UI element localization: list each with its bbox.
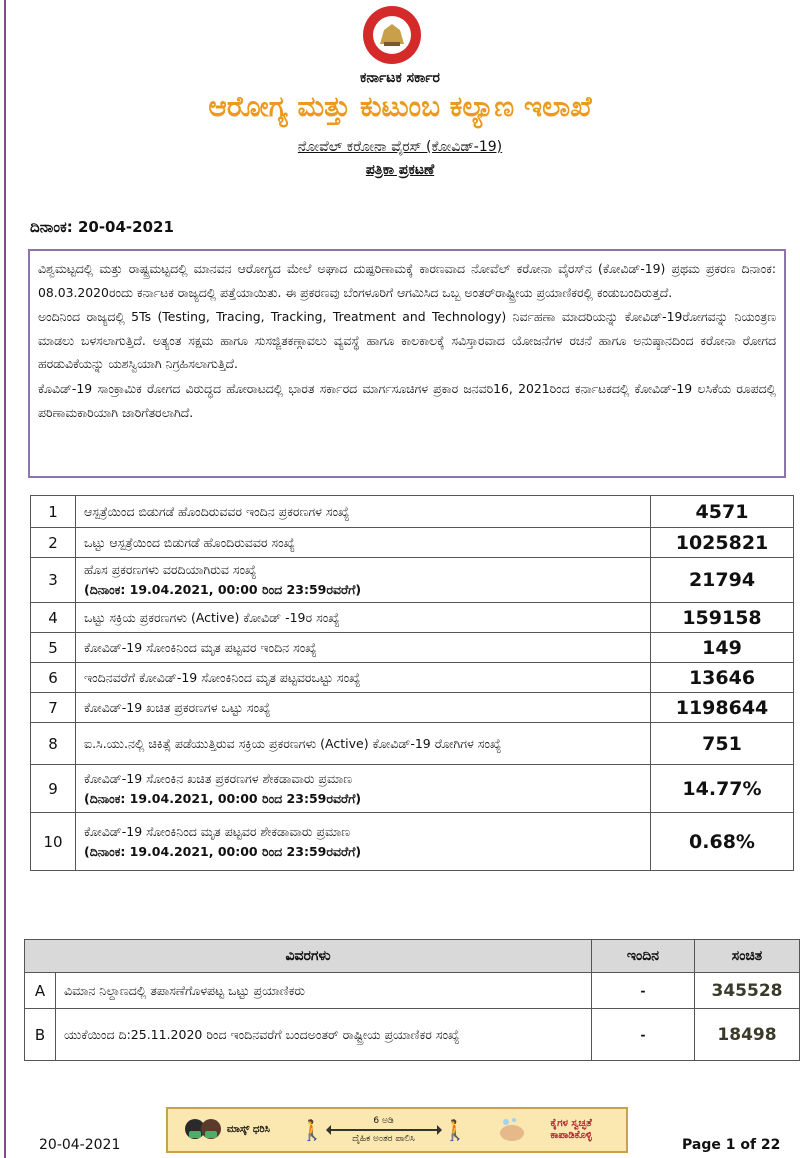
stats-row (31, 633, 794, 663)
stats-row-description (76, 528, 651, 558)
travel-row-cumulative: 345528 (695, 973, 800, 1009)
stats-row-description (76, 633, 651, 663)
masked-faces-icon (183, 1115, 223, 1145)
mask-segment (183, 1115, 270, 1145)
travel-stats-table (24, 939, 800, 1061)
travel-row-cumulative: 18498 (695, 1009, 800, 1061)
covid-subtitle: ನೋವೆಲ್ ಕರೋನಾ ವೈರಸ್ (ಕೋವಿಡ್-19) (297, 139, 503, 155)
hygiene-segment (497, 1115, 611, 1145)
department-title: ಆರೋಗ್ಯ ಮತ್ತು ಕುಟುಂಬ ಕಲ್ಯಾಣ ಇಲಾಖೆ (208, 90, 592, 123)
distance-segment (300, 1116, 468, 1144)
stats-row-description (76, 663, 651, 693)
stats-row (31, 765, 794, 813)
stats-row-number: 9 (31, 765, 76, 813)
stats-row-value: 159158 (651, 603, 794, 633)
government-label: ಕರ್ನಾಟಕ ಸರ್ಕಾರ (360, 70, 440, 86)
travel-header-row (25, 940, 800, 973)
stats-row-label: ಒಟ್ಟು ಸಕ್ರಿಯ ಪ್ರಕರಣಗಳು (Active) ಕೋವಿಡ್ -19ರ ಸಂಖ್ಯೆ (84, 609, 340, 625)
travel-row-today: - (592, 973, 695, 1009)
travel-row-today: - (592, 1009, 695, 1061)
distance-top-text: 6 ಅಡಿ (373, 1116, 394, 1126)
stats-row (31, 813, 794, 871)
stats-row (31, 663, 794, 693)
travel-row-description: ಯುಕೆಯಿಂದ ದಿ:25.11.2020 ರಿಂದ ಇಂದಿನವರೆಗೆ ಬಂದಅಂತರ್ ರಾಷ್ಟ್ರೀಯ ಪ್ರಯಾಣಿಕರ ಸಂಖ್ಯೆ (56, 1009, 592, 1061)
stats-row-date-note: (ದಿನಾಂಕ: 19.04.2021, 00:00 ರಿಂದ 23:59ರವರೆಗೆ) (84, 843, 362, 859)
person-right-icon: 🚶 (442, 1118, 468, 1142)
stats-row-value: 14.77% (651, 765, 794, 813)
stats-row-label: ಕೋವಿಡ್-19 ಸೋಂಕಿನಿಂದ ಮೃತ ಪಟ್ಟವರ ಇಂದಿನ ಸಂಖ್ಯೆ (84, 639, 317, 655)
stats-row-value: 21794 (651, 558, 794, 603)
stats-row-number: 3 (31, 558, 76, 603)
release-date: ದಿನಾಂಕ: 20-04-2021 (30, 218, 174, 236)
stats-row (31, 558, 794, 603)
stats-row-value: 4571 (651, 496, 794, 528)
footer-date: 20-04-2021 (39, 1137, 121, 1153)
stats-row-description (76, 765, 651, 813)
travel-row-letter: B (25, 1009, 56, 1061)
stats-row-value: 1198644 (651, 693, 794, 723)
distance-arrow-icon (329, 1129, 439, 1131)
stats-row-date-note: (ದಿನಾಂಕ: 19.04.2021, 00:00 ರಿಂದ 23:59ರವರೆಗೆ) (84, 582, 362, 597)
stats-row-label: ಐ.ಸಿ.ಯು.ನಲ್ಲಿ ಚಿಕಿತ್ಸೆ ಪಡೆಯುತ್ತಿರುವ ಸಕ್ರಿಯ ಪ್ರಕರಣಗಳು (Active) ಕೋವಿಡ್-19 ರೋಗಿಗಳ ಸಂಖ್ಯೆ (84, 735, 502, 751)
person-left-icon: 🚶 (299, 1118, 325, 1142)
header-today: ಇಂದಿನ (592, 940, 695, 973)
stats-row-label: ಕೋವಿಡ್-19 ಸೋಂಕಿನ ಖಚಿತ ಪ್ರಕರಣಗಳ ಶೇಕಡಾವಾರು ಪ್ರಮಾಣ (84, 770, 353, 786)
stats-row-number: 6 (31, 663, 76, 693)
stats-row-description (76, 603, 651, 633)
stats-row-description (76, 813, 651, 871)
stats-row (31, 496, 794, 528)
stats-row-number: 2 (31, 528, 76, 558)
intro-paragraph-2: ಅಂದಿನಿಂದ ರಾಜ್ಯದಲ್ಲಿ 5Ts (Testing, Tracing, Tracking, Treatment and Technology) ನಿರ್ವಹಣಾ ಮಾದರಿಯನ್ನು ಕೋವಿಡ್-19ರೋಗವನ್ನು ನಿಯಂತ್ರಣ ಮಾಡಲು ಬಳಸಲಾಗುತ್ತಿದೆ. ಅತ್ಯಂತ ಸಕ್ಷಮ ಹಾಗೂ ಸುಸಜ್ಜಿತಕಣ್ಗಾವಲು ವ್ಯವಸ್ಥೆ ಹಾಗೂ ಕಾಲಕಾಲಕ್ಕೆ ಸವಿಸ್ತಾರವಾದ ಯೋಜನೆಗಳ ರಚನೆ ಹಾಗೂ ಅನುಷ್ಠಾನದಿಂದ ಕರೋನಾ ರೋಗದ ಹರಡುವಿಕೆಯನ್ನು ಯಶಸ್ವಿಯಾಗಿ ನಿಗ್ರಹಿಸಲಾಗುತ್ತಿದೆ. (38, 309, 776, 372)
travel-row-letter: A (25, 973, 56, 1009)
emblem-base (384, 42, 400, 46)
intro-paragraph-3: ಕೊವಿಡ್-19 ಸಾಂಕ್ರಾಮಿಕ ರೋಗದ ವಿರುದ್ಧದ ಹೋರಾಟದಲ್ಲಿ ಭಾರತ ಸರ್ಕಾರದ ಮಾರ್ಗಸೂಚಿಗಳ ಪ್ರಕಾರ ಜನವರಿ16, 2021ರಿಂದ ಕರ್ನಾಟಕದಲ್ಲಿ ಕೋವಿಡ್-19 ಲಸಿಕೆಯ ರೂಪದಲ್ಲಿ ಪರಿಣಾಮಕಾರಿಯಾಗಿ ಜಾರಿಗೆತರಲಾಗಿದೆ. (38, 380, 776, 420)
stats-row-value: 1025821 (651, 528, 794, 558)
stats-row-description (76, 723, 651, 765)
stats-row (31, 603, 794, 633)
stats-row (31, 528, 794, 558)
stats-row-label: ಹೊಸ ಪ್ರಕರಣಗಳು ವರದಿಯಾಗಿರುವ ಸಂಖ್ಯೆ (84, 562, 257, 577)
stats-row-number: 4 (31, 603, 76, 633)
stats-row (31, 693, 794, 723)
travel-row (25, 1009, 800, 1061)
intro-box (28, 249, 786, 478)
stats-row-description (76, 558, 651, 603)
stats-row-label: ಆಸ್ಪತ್ರೆಯಿಂದ ಬಿಡುಗಡೆ ಹೊಂದಿರುವವರ ಇಂದಿನ ಪ್ರಕರಣಗಳ ಸಂಖ್ಯೆ (84, 503, 350, 519)
stats-row-number: 7 (31, 693, 76, 723)
hygiene-text: ಕೈಗಳ ಸ್ವಚ್ಛತೆ ಕಾಪಾಡಿಕೊಳ್ಳಿ (550, 1118, 592, 1141)
stats-row-description (76, 693, 651, 723)
stats-row-number: 1 (31, 496, 76, 528)
mask-text: ಮಾಸ್ಕ್ ಧರಿಸಿ (226, 1124, 270, 1135)
stats-row-value: 0.68% (651, 813, 794, 871)
karnataka-emblem (348, 4, 436, 66)
stats-row-description (76, 496, 651, 528)
footer-page-number: Page 1 of 22 (682, 1137, 781, 1153)
intro-paragraph-1: ವಿಶ್ವಮಟ್ಟದಲ್ಲಿ ಮತ್ತು ರಾಷ್ಟ್ರಮಟ್ಟದಲ್ಲಿ ಮಾನವನ ಆರೋಗ್ಯದ ಮೇಲೆ ಅಘಾದ ದುಷ್ಪರಿಣಾಮಕ್ಕೆ ಕಾರಣವಾದ ನೋವೆಲ್ ಕರೋನಾ ವೈರಸ್‌ನ (ಕೋವಿಡ್-19) ಪ್ರಥಮ ಪ್ರಕರಣ ದಿನಾಂಕ: 08.03.2020ರಂದು ಕರ್ನಾಟಕ ರಾಜ್ಯದಲ್ಲಿ ಪತ್ತೆಯಾಯಿತು. ಈ ಪ್ರಕರಣವು ಬೆಂಗಳೂರಿಗೆ ಆಗಮಿಸಿದ ಒಬ್ಬ ಅಂತರ್‌ರಾಷ್ಟ್ರೀಯ ಪ್ರಯಾಣಿಕರಲ್ಲಿ ಕಂಡುಬಂದಿರುತ್ತದೆ. (38, 261, 776, 300)
handwash-icon (497, 1115, 527, 1145)
header-cumulative: ಸಂಚಿತ (695, 940, 800, 973)
stats-row-number: 10 (31, 813, 76, 871)
stats-row-label: ಒಟ್ಟು ಆಸ್ಪತ್ರೆಯಿಂದ ಬಿಡುಗಡೆ ಹೊಂದಿರುವವರ ಸಂಖ್ಯೆ (84, 534, 295, 550)
distance-bottom-text: ದೈಹಿಕ ಅಂತರ ಪಾಲಿಸಿ (352, 1134, 415, 1144)
stats-row-label: ಇಂದಿನವರೆಗೆ ಕೋವಿಡ್-19 ಸೋಂಕಿನಿಂದ ಮೃತ ಪಟ್ಟವರಒಟ್ಟು ಸಂಖ್ಯೆ (84, 669, 361, 685)
stats-row-number: 8 (31, 723, 76, 765)
stats-row-date-note: (ದಿನಾಂಕ: 19.04.2021, 00:00 ರಿಂದ 23:59ರವರೆಗೆ) (84, 790, 362, 806)
stats-row-number: 5 (31, 633, 76, 663)
covid-safety-banner (166, 1107, 628, 1153)
travel-row-description: ವಿಮಾನ ನಿಲ್ದಾಣದಲ್ಲಿ ತಪಾಸಣೆಗೊಳಪಟ್ಟ ಒಟ್ಟು ಪ್ರಯಾಣಿಕರು (56, 973, 592, 1009)
press-release-title: ಪತ್ರಿಕಾ ಪ್ರಕಟಣೆ (365, 162, 435, 178)
stats-row-value: 149 (651, 633, 794, 663)
stats-row-value: 751 (651, 723, 794, 765)
stats-row (31, 723, 794, 765)
stats-row-value: 13646 (651, 663, 794, 693)
stats-row-label: ಕೋವಿಡ್-19 ಖಚಿತ ಪ್ರಕರಣಗಳ ಒಟ್ಟು ಸಂಖ್ಯೆ (84, 699, 271, 715)
stats-row-label: ಕೋವಿಡ್-19 ಸೋಂಕಿನಿಂದ ಮೃತ ಪಟ್ಟವರ ಶೇಕಡಾವಾರು ಪ್ರಮಾಣ (84, 823, 351, 839)
travel-row (25, 973, 800, 1009)
header-details: ವಿವರಗಳು (25, 940, 592, 973)
covid-stats-table (30, 495, 794, 871)
